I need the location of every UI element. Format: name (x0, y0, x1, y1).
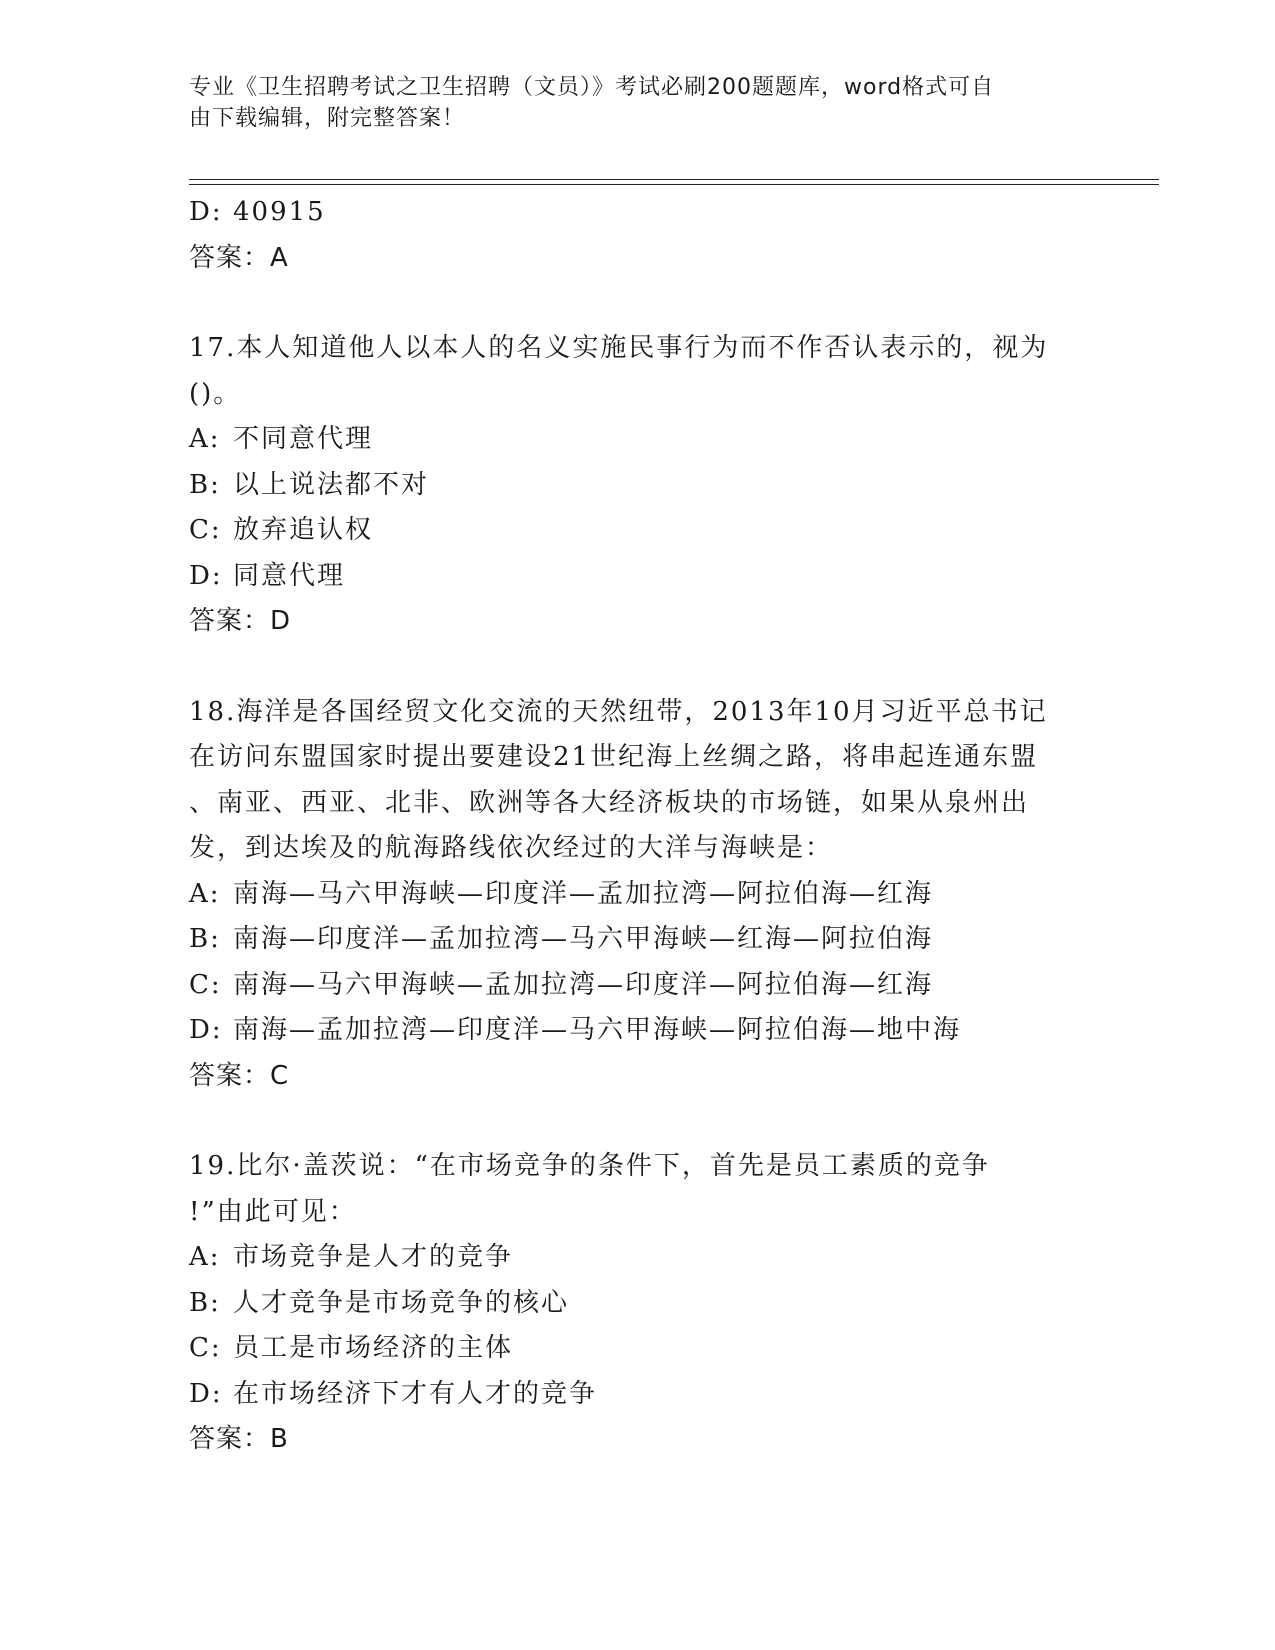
question-line: 17.本人知道他人以本人的名义实施民事行为而不作否认表示的，视为 (189, 333, 1049, 363)
question-line: 18.海洋是各国经贸文化交流的天然纽带，2013年10月习近平总书记 (189, 696, 1048, 727)
option-key: D: (189, 560, 223, 591)
option-b (189, 1281, 1079, 1327)
option-b (189, 917, 1079, 963)
option-c (189, 1326, 1079, 1372)
option-a (189, 872, 1079, 918)
option-a (189, 1235, 1079, 1281)
option-a (189, 417, 1079, 463)
option-key: B: (189, 469, 221, 500)
question-line: 19.比尔·盖茨说：“在市场竞争的条件下，首先是员工素质的竞争 (189, 1151, 990, 1181)
question-line: 发，到达埃及的航海路线依次经过的大洋与海峡是： (189, 833, 834, 863)
answer-line: 答案：B (189, 1424, 289, 1454)
option-key: D: (189, 1378, 223, 1409)
question-19 (189, 1144, 1079, 1463)
option-text: 40915 (233, 197, 326, 227)
header-divider-top (189, 179, 1159, 180)
answer-line: 答案：C (189, 1060, 290, 1091)
option-key: D: (189, 197, 223, 227)
option-c (189, 508, 1079, 554)
option-text: 市场竞争是人才的竞争 (233, 1242, 514, 1272)
option-d (189, 1372, 1079, 1418)
option-text: 以上说法都不对 (233, 469, 430, 500)
option-text: 在市场经济下才有人才的竞争 (233, 1378, 598, 1409)
option-c (189, 963, 1079, 1009)
question-line: ()。 (189, 378, 242, 409)
option-text: 南海—孟加拉湾—印度洋—马六甲海峡—阿拉伯海—地中海 (233, 1015, 962, 1045)
option-key: D: (189, 1015, 223, 1045)
page-header (189, 72, 1069, 134)
option-text: 南海—印度洋—孟加拉湾—马六甲海峡—红海—阿拉伯海 (233, 924, 934, 954)
spacer (189, 645, 1079, 690)
option-key: A: (189, 424, 221, 454)
option-key: C: (189, 1333, 222, 1363)
question-17 (189, 326, 1079, 645)
header-divider-bottom (189, 184, 1159, 185)
option-key: B: (189, 1287, 221, 1318)
spacer (189, 1099, 1079, 1144)
question-line: 、南亚、西亚、北非、欧洲等各大经济板块的市场链，如果从泉州出 (189, 787, 1030, 818)
option-text: 南海—马六甲海峡—孟加拉湾—印度洋—阿拉伯海—红海 (233, 969, 934, 1000)
question-line: !”由此可见： (189, 1196, 357, 1227)
option-d (189, 190, 1079, 236)
spacer (189, 281, 1079, 326)
option-d (189, 1008, 1079, 1054)
answer-line: 答案：D (189, 606, 292, 636)
option-key: A: (189, 1242, 221, 1272)
option-key: C: (189, 515, 222, 545)
option-text: 员工是市场经济的主体 (233, 1333, 514, 1363)
option-text: 南海—马六甲海峡—印度洋—孟加拉湾—阿拉伯海—红海 (233, 878, 934, 909)
option-text: 人才竞争是市场竞争的核心 (233, 1287, 570, 1318)
option-key: C: (189, 969, 222, 1000)
question-18 (189, 690, 1079, 1100)
option-d (189, 554, 1079, 600)
header-line-1: 专业《卫生招聘考试之卫生招聘（文员）》考试必刷200题题库，word格式可自 (189, 75, 995, 100)
option-b (189, 463, 1079, 509)
header-line-2: 由下载编辑，附完整答案！ (189, 106, 466, 131)
option-key: B: (189, 924, 221, 954)
option-text: 不同意代理 (233, 424, 374, 454)
option-key: A: (189, 878, 221, 909)
answer-line: 答案：A (189, 242, 289, 273)
option-text: 放弃追认权 (233, 515, 374, 545)
document-body (189, 190, 1079, 1463)
question-line: 在访问东盟国家时提出要建设21世纪海上丝绸之路，将串起连通东盟 (189, 742, 1039, 772)
option-text: 同意代理 (233, 560, 346, 591)
